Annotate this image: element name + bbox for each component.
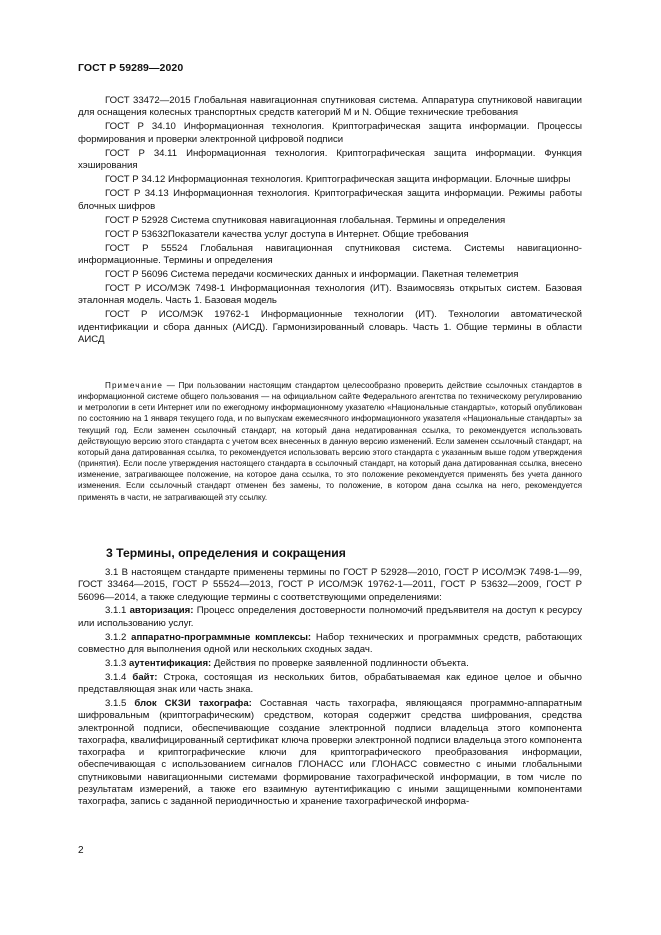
page-number: 2 [78, 845, 84, 856]
document-header: ГОСТ Р 59289—2020 [78, 62, 184, 74]
reference-item: ГОСТ Р 34.13 Информационная технология. Криптографическая защита информации. Режимы работы блочных шифров [78, 188, 582, 212]
term-definition: Процесс определения достоверности полномочий предъявителя на доступ к ресурсу или использованию услуг. [78, 605, 583, 629]
reference-item: ГОСТ 33472—2015 Глобальная навигационная спутниковая система. Аппаратура спутниковой навигации для оснащения колесных транспортных средств категорий M и N. Общие технические требования [78, 95, 582, 119]
reference-item: ГОСТ Р 34.10 Информационная технология. Криптографическая защита информации. Процессы формирования и проверки электронной цифровой подписи [78, 121, 582, 145]
term-name: блок СКЗИ тахографа: [134, 697, 252, 709]
term-number: 3.1.5 [105, 697, 127, 709]
term-number: 3.1.1 [105, 605, 127, 617]
section-title: 3 Термины, определения и сокращения [106, 546, 346, 560]
reference-item: ГОСТ Р 53632Показатели качества услуг доступа в Интернет. Общие требования [105, 228, 469, 240]
term-name: авторизация: [129, 605, 194, 617]
term-item [78, 672, 582, 697]
term-definition: Набор технических и программных средств, работающих совместно для выполнения одной или нескольких сходных задач. [78, 631, 582, 655]
references-list [78, 95, 582, 348]
note-label: Примечание [105, 381, 164, 390]
reference-item: ГОСТ Р 56096 Система передачи космических данных и информации. Пакетная телеметрия [105, 269, 519, 281]
term-item [78, 605, 582, 630]
reference-item: ГОСТ Р ИСО/МЭК 19762-1 Информационные технологии (ИТ). Технологии автоматической идентификации и сбора данных (АИСД). Гармонизированный словарь. Часть 1. Общие термины в области АИСД [78, 309, 582, 346]
term-item [78, 658, 582, 670]
reference-item: ГОСТ Р 34.12 Информационная технология. Криптографическая защита информации. Блочные шифры [105, 174, 571, 186]
reference-item: ГОСТ Р 34.11 Информационная технология. Криптографическая защита информации. Функция хэширования [78, 147, 582, 172]
terms-intro: 3.1 В настоящем стандарте применены термины по ГОСТ Р 52928—2010, ГОСТ Р ИСО/МЭК 7498-1—99, ГОСТ 33464—2015, ГОСТ Р 55524—2013, ГОСТ Р ИСО/МЭК 19762-1—2011, ГОСТ Р 53632—2009, ГОСТ Р 56096—2014, а также следующие термины с соответствующими определениями: [78, 567, 582, 603]
term-number: 3.1.4 [105, 671, 127, 683]
term-name: аппаратно-программные комплексы: [131, 631, 312, 643]
term-name: аутентификация: [129, 657, 212, 669]
reference-item: ГОСТ Р ИСО/МЭК 7498-1 Информационная технология (ИТ). Взаимосвязь открытых систем. Базовая эталонная модель. Часть 1. Базовая модель [78, 283, 582, 307]
term-number: 3.1.2 [105, 631, 127, 643]
term-definition: Строка, состоящая из нескольких битов, обрабатываемая как единое целое и обычно представляющая знак или часть знака. [78, 671, 583, 696]
note-text: — При пользовании настоящим стандартом целесообразно проверить действие ссылочных стандартов в информационной системе общего пользования — на официальном сайте Федерального агентства по техническому регулированию и метрологии в сети Интернет или по ежегодному информационному указателю «Национальные стандарты», который опубликован по состоянию на 1 января текущего года, и по выпускам ежемесячного информационного указателя «Национальные стандарты» за текущий год. Если заменен ссылочный стандарт, на который дана недатированная ссылка, то рекомендуется использовать действующую версию этого стандарта с учетом всех внесенных в данную версию изменений. Если заменен ссылочный стандарт, на который дана датированная ссылка, то рекомендуется использовать версию этого стандарта с указанным выше годом утверждения (принятия). Если после утверждения настоящего стандарта в ссылочный стандарт, на который дана датированная ссылка, внесено изменение, затрагивающее положение, на которое дана ссылка, то это положение рекомендуется применять без учета данного изменения. Если ссылочный стандарт отменен без замены, то положение, в котором дана ссылка на него, рекомендуется применять в части, не затрагивающей эту ссылку. [78, 381, 582, 502]
note-paragraph [78, 380, 582, 503]
term-definition: Составная часть тахографа, являющаяся программно-аппаратным шифровальным (криптографическим) средством, которая содержит средства шифрования, средства электронной подписи, обеспечивающие создание электронной подписи владельца этого компонента тахографа, квалифицированный сертификат ключа проверки электронной подписи владельца этого компонента тахографа и криптографические ключи для криптографического преобразования информации, обеспечивающая с использованием сигналов ГЛОНАСС или ГЛОНАСС совместно с иными глобальными спутниковыми навигационными системами формирование тахографической информации, в том числе по результатам измерений, а также его взаимную аутентификацию с иными защищенными компонентами тахографа, запись с заданной периодичностью и хранение тахографической информа- [78, 697, 582, 808]
reference-item: ГОСТ Р 55524 Глобальная навигационная спутниковая система. Системы навигационно-информационные. Термины и определения [78, 242, 582, 267]
term-number: 3.1.3 [105, 657, 127, 669]
term-name: байт: [132, 671, 158, 683]
term-item [78, 698, 582, 809]
terms-list [78, 567, 582, 810]
term-item [78, 632, 582, 657]
reference-item: ГОСТ Р 52928 Система спутниковая навигационная глобальная. Термины и определения [105, 214, 506, 226]
note-block [78, 380, 582, 503]
term-definition: Действия по проверке заявленной подлинности объекта. [213, 657, 469, 669]
